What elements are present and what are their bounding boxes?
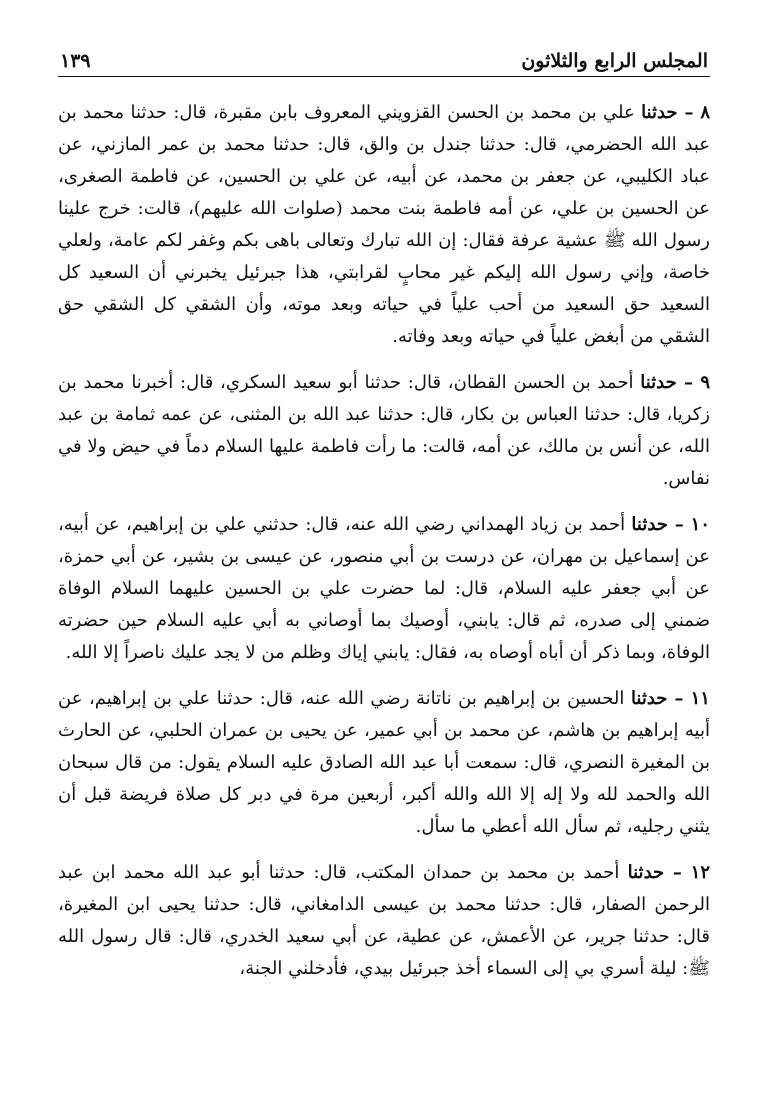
hadith-paragraph-8 xyxy=(58,97,710,353)
book-page xyxy=(58,38,710,999)
hadith-text: أحمد بن محمد بن حمدان المكتب، قال: حدثنا أبو عبد الله محمد ابن عبد الرحمن الصفار، قال: حدثنا محمد بن عيسى الدامغاني، قال: حدثنا يحيى ابن المغيرة، قال: حدثنا جرير، عن الأعمش، عن عطية، عن أبي سعيد الخدري، قال: قال رسول الله ﷺ: ليلة أسري بي إلى السماء أخذ جبرئيل بيدي، فأدخلني الجنة، xyxy=(58,862,710,979)
hadith-text: أحمد بن زياد الهمداني رضي الله عنه، قال: حدثني علي بن إبراهيم، عن أبيه، عن إسماعيل بن مهران، عن درست بن أبي منصور، عن عيسى بن بشير، عن أبي حمزة، عن أبي جعفر عليه السلام، قال: لما حضرت علي بن الحسين عليهما السلام الوفاة ضمني إلى صدره، ثم قال: يابني، أوصيك بما أوصاني به أبي عليه السلام حين حضرته الوفاة، وبما ذكر أن أباه أوصاه به، فقال: يابني إياك وظلم من لا يجد عليك ناصراً إلا الله. xyxy=(58,514,710,663)
hadith-paragraph-12 xyxy=(58,857,710,985)
hadith-text: علي بن محمد بن الحسن القزويني المعروف بابن مقبرة، قال: حدثنا محمد بن عبد الله الحضرمي، قال: حدثنا جندل بن والق، قال: حدثنا محمد بن عمر المازني، عن عباد الكليبي، عن جعفر بن محمد، عن أبيه، عن علي بن الحسين، عن فاطمة الصغرى، عن الحسين بن علي، عن أمه فاطمة بنت محمد (صلوات الله عليهم)، قالت: خرج علينا رسول الله ﷺ عشية عرفة فقال: إن الله تبارك وتعالى باهى بكم وغفر لكم عامة، ولعلي خاصة، وإني رسول الله إليكم غير محابٍ لقرابتي، هذا جبرئيل يخبرني أن السعيد كل السعيد حق السعيد من أحب علياً في حياته وبعد موته، وأن الشقي كل الشقي حق الشقي من أبغض علياً في حياته وبعد وفاته. xyxy=(58,102,710,347)
hadith-number-lead: ١١ – حدثنا xyxy=(630,688,710,709)
hadith-number-lead: ٨ – حدثنا xyxy=(641,102,710,123)
hadith-paragraph-11 xyxy=(58,683,710,843)
hadith-number-lead: ١٠ – حدثنا xyxy=(631,514,710,535)
page-body xyxy=(58,97,710,985)
hadith-number-lead: ٩ – حدثنا xyxy=(640,372,710,393)
hadith-text: الحسين بن إبراهيم بن ناتانة رضي الله عنه، قال: حدثنا علي بن إبراهيم، عن أبيه إبراهيم بن هاشم، عن محمد بن أبي عمير، عن يحيى بن عمران الحلبي، عن الحارث بن المغيرة النصري، قال: سمعت أبا عبد الله الصادق عليه السلام يقول: من قال سبحان الله والحمد لله ولا إله إلا الله والله أكبر، أربعين مرة في دبر كل صلاة فريضة قبل أن يثني رجليه، ثم سأل الله أعطي ما سأل. xyxy=(58,688,710,837)
hadith-text: أحمد بن الحسن القطان، قال: حدثنا أبو سعيد السكري، قال: أخبرنا محمد بن زكريا، قال: حدثنا العباس بن بكار، قال: حدثنا عبد الله بن المثنى، عن عمه ثمامة بن عبد الله، عن أنس بن مالك، عن أمه، قالت: ما رأت فاطمة عليها السلام دماً في حيض ولا في نفاس. xyxy=(58,372,711,489)
hadith-paragraph-9 xyxy=(58,367,710,495)
hadith-number-lead: ١٢ – حدثنا xyxy=(627,862,710,883)
page-number: ١٣٩ xyxy=(60,50,91,72)
chapter-title: المجلس الرابع والثلاثون xyxy=(521,50,708,72)
running-header xyxy=(58,38,710,77)
hadith-paragraph-10 xyxy=(58,509,710,669)
